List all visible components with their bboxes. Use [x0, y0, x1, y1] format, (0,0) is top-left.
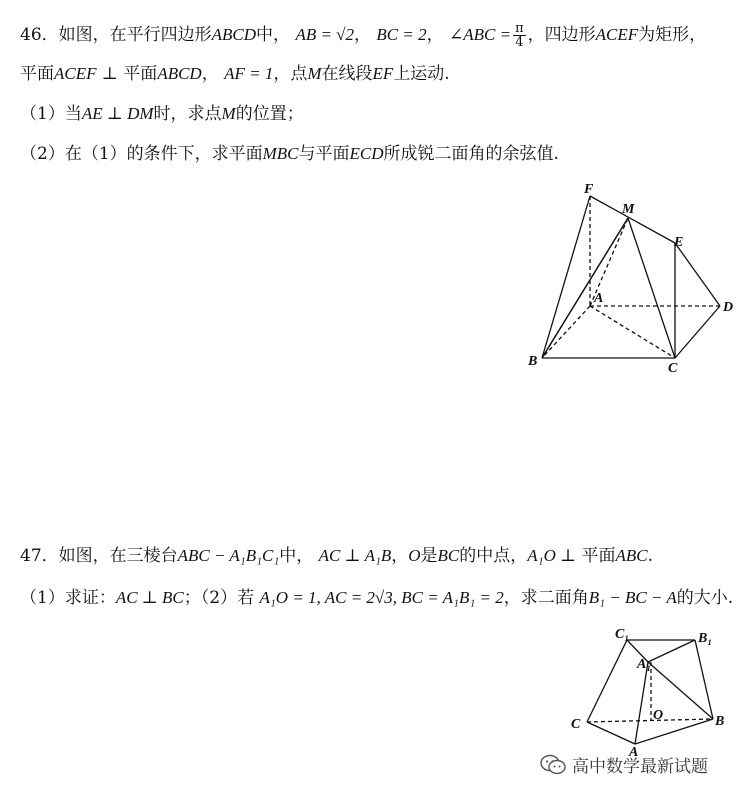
edge-a1a	[635, 662, 648, 744]
edge-a1b1	[648, 640, 695, 662]
edge-b1b	[695, 640, 713, 719]
math-ecd: ECD	[349, 144, 384, 163]
math-ae-perp-dm: AE ⊥ DM	[81, 104, 154, 123]
text: 的中点，	[459, 546, 528, 566]
math-abcd: ABCD	[157, 64, 202, 83]
edge-cb	[587, 719, 713, 722]
text: ，	[426, 25, 444, 45]
text: 的大小.	[676, 588, 734, 608]
text: 时，求点	[153, 104, 222, 124]
text: ，	[201, 64, 219, 84]
text: 在线段	[321, 64, 373, 84]
text: （1）求证：	[20, 588, 116, 608]
edge-ed	[675, 243, 720, 306]
text: 平面	[581, 546, 616, 566]
label-c1: C₁	[615, 627, 630, 642]
math-af: AF = 1	[224, 64, 274, 83]
text: 47．如图，在三棱台	[20, 546, 178, 566]
text: ，点	[273, 64, 308, 84]
text: ，四边形	[527, 25, 596, 45]
math-acef: ACEF	[54, 64, 97, 83]
watermark	[540, 752, 708, 777]
math-dihedral: B₁ − BC − A	[588, 588, 677, 607]
label-o: O	[653, 708, 664, 723]
label-m: M	[622, 202, 635, 217]
math-frustum: ABC − A₁B₁C₁	[177, 546, 280, 565]
text: 为矩形，	[638, 25, 707, 45]
edge-ac	[590, 306, 675, 358]
fraction-denominator: 4	[515, 35, 524, 50]
figure-47	[565, 622, 740, 757]
math-abcd: ABCD	[211, 25, 257, 44]
fraction-numerator: π	[515, 21, 524, 36]
text: .	[647, 546, 654, 566]
math-ac-perp-bc: AC ⊥ BC	[115, 588, 184, 607]
text: ，	[354, 25, 372, 45]
math-bc: BC	[437, 546, 460, 565]
label-a1: A₁	[637, 657, 652, 672]
label-f: F	[584, 182, 594, 197]
text: 与平面	[298, 144, 350, 164]
text: 46．如图，在平行四边形	[20, 25, 212, 45]
text: 所成锐二面角的余弦值.	[383, 144, 559, 164]
wechat-icon	[540, 754, 566, 776]
label-c: C	[571, 717, 581, 732]
math-given-values: A₁O = 1, AC = 2√3, BC = A₁B₁ = 2	[259, 588, 504, 607]
problem46-line2	[20, 62, 450, 86]
text: ⊥ 平面	[101, 64, 158, 84]
problem46-question1	[20, 102, 304, 126]
math-ab: AB = √2	[295, 25, 355, 44]
label-a: A	[594, 291, 604, 306]
math-acef: ACEF	[595, 25, 639, 44]
math-ac-perp-a1b: AC ⊥ A₁B	[318, 546, 392, 565]
math-m: M	[307, 64, 322, 83]
problem47-questions	[20, 586, 733, 610]
problem46-question2	[20, 142, 559, 166]
label-b: B	[528, 354, 538, 369]
math-ef: EF	[372, 64, 394, 83]
math-o: O	[408, 546, 421, 565]
text: ；（2）若	[183, 588, 255, 608]
math-angle: ∠ABC =	[449, 25, 512, 44]
text: （2）在（1）的条件下，求平面	[20, 144, 263, 164]
edge-ca	[587, 722, 635, 744]
math-m: M	[221, 104, 236, 123]
text: ，求二面角	[503, 588, 589, 608]
text: ，	[391, 546, 409, 566]
problem46-line1	[20, 22, 706, 49]
text: 上运动.	[393, 64, 450, 84]
figure-46	[520, 178, 740, 378]
watermark-text: 高中数学最新试题	[572, 757, 708, 777]
text: 的位置；	[235, 104, 304, 124]
edge-fb	[542, 196, 590, 358]
edge-cd	[675, 306, 720, 358]
text: 是	[420, 546, 438, 566]
math-abc: ABC	[615, 546, 648, 565]
label-c: C	[668, 361, 678, 376]
label-a: A	[629, 745, 639, 757]
problem47-line1	[20, 544, 653, 568]
fraction-pi-over-4	[513, 22, 526, 49]
edge-bm2	[542, 218, 628, 358]
math-bc: BC = 2	[376, 25, 427, 44]
label-d: D	[723, 300, 734, 315]
text: 平面	[20, 64, 54, 84]
math-mbc: MBC	[262, 144, 299, 163]
label-e: E	[674, 235, 684, 250]
text: 中，	[279, 546, 314, 566]
edge-ab	[635, 719, 713, 744]
math-a1o-perp: A₁O ⊥	[527, 546, 577, 565]
edge-c1c	[587, 640, 627, 722]
label-b1: B₁	[698, 631, 713, 646]
label-b: B	[715, 714, 725, 729]
text: 中，	[256, 25, 291, 45]
text: （1）当	[20, 104, 82, 124]
